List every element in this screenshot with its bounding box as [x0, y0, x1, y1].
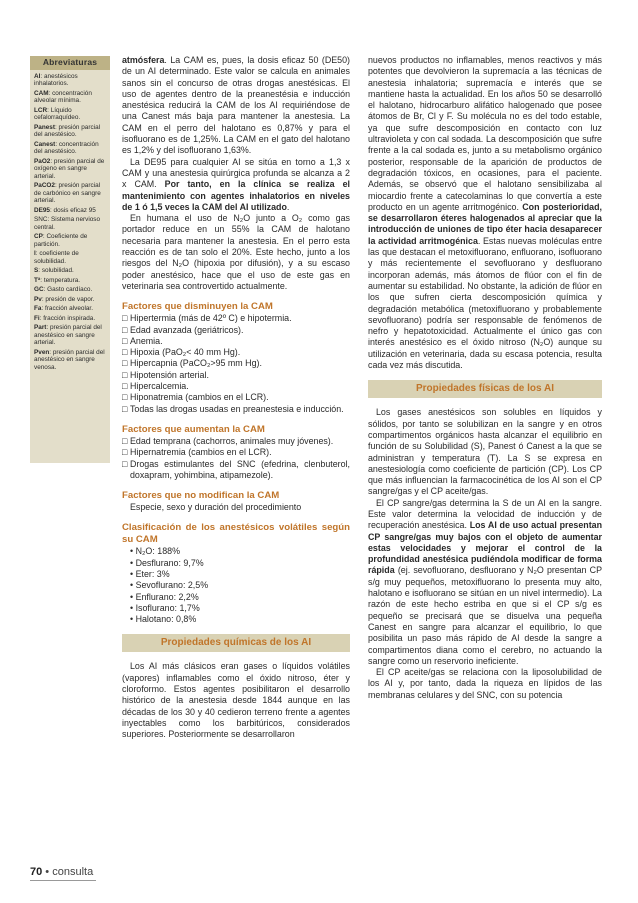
text: . La CAM es, pues, la dosis eficaz 50 (DE50) de un AI determinado. Este valor se calcula en animales sanos sin el concurso de otras drogas anestésicas. El uso de agentes dentro de la preanestésia e inducción anestésica reducirá la CAM de los AI requiriéndose de una Canest más baja para mantener la anestesia. La CAM en el perro del halotano es 0,87% y para el isofluorano es de 1,25%. La CAM en el gato del halotano es 1,2% y del isofluorano 1,63%. — [122, 55, 350, 156]
list-item-text: Hipernatremia (cambios en el LCR). — [130, 447, 272, 458]
page-footer — [30, 866, 93, 878]
list-item — [122, 459, 350, 482]
list-item — [122, 325, 350, 336]
abbreviation-term: Panest — [34, 123, 55, 131]
list-item — [122, 447, 350, 458]
abbreviation-term: PaO2 — [34, 157, 51, 165]
magazine-name: consulta — [52, 866, 94, 878]
page-number: 70 — [30, 866, 43, 878]
checkbox-bullet-icon: □ — [122, 435, 128, 446]
bold-text: Por tanto, en la clínica se realiza el mantenimiento con agentes inhalatorios en niveles de 1 ó 1,5 veces la CAM del AI utilizado — [122, 179, 350, 212]
abbreviation-term: GC — [34, 286, 44, 293]
abbreviation-desc: : temperatura. — [40, 276, 81, 284]
separator: • — [42, 866, 53, 878]
abbreviation-term: Part — [34, 324, 47, 331]
abbreviation-desc: : presión de vapor. — [41, 295, 95, 303]
abbreviation-item — [34, 207, 107, 215]
heading-no-modify-cam: Factores que no modifican la CAM — [122, 490, 280, 502]
abbreviation-desc: : presión parcial del anestésico en sangre venosa. — [34, 348, 105, 371]
abbreviation-desc: : presión parcial del anestésico en sangre arterial. — [34, 324, 102, 346]
abbreviation-item — [34, 267, 107, 275]
abbreviation-term: Tª — [34, 276, 41, 284]
text: (ej. sevofluorano, desfluorano y N₂O presentan CP s/g muy pequeños, metoxifluorano lo presenta muy alto, halotano e isofluorano se sitúan en un nivel intermedio). La razón de este hecho estriba en que si el CP s/g es pequeño se precisará que se disuelva una pequeña Canest en sangre para alcanzar el equilibrio, lo que posibilita un paso más rápido de AI desde la sangre a compartimentos diana como el cerebro, no actuando la sangre como un reservorio ineficiente. — [368, 565, 602, 666]
list-item-text: Hipercapnia (PaCO₂>95 mm Hg). — [130, 358, 262, 369]
list-item-text: Drogas estimulantes del SNC (efedrina, clenbuterol, doxapram, yohimbina, atipamezole). — [130, 458, 350, 480]
list-item: • Desflurano: 9,7% — [130, 557, 204, 568]
checkbox-bullet-icon: □ — [122, 392, 128, 403]
abbreviation-desc: : presión parcial del anestésico. — [34, 123, 101, 138]
abbreviation-term: AI — [34, 72, 41, 80]
list-item: • Halotano: 0,8% — [130, 614, 197, 625]
list-item: • Enflurano: 2,2% — [130, 591, 199, 602]
increase-factors-list — [122, 436, 350, 481]
text: La DE95 para cualquier AI se sitúa en torno a 1,3 x CAM y una anestesia quirúrgica profunda se alcanza a 2 x CAM. — [122, 156, 350, 190]
bold-text: Con posterioridad, se desarrollaron éteres halogenados al apreciar que la introducción de uniones de tipo éter hacia desaparecer la actividad arritmogénica — [368, 201, 602, 246]
abbreviation-term: Fi — [34, 314, 40, 322]
list-item-text: Edad avanzada (geriátricos). — [130, 324, 244, 335]
checkbox-bullet-icon: □ — [122, 335, 128, 346]
list-item-text: Todas las drogas usadas en preanestesia e inducción. — [130, 403, 344, 414]
abbreviation-desc: : coeficiente de solubilidad. — [34, 250, 79, 265]
list-item: • Isoflurano: 1,7% — [130, 602, 200, 613]
abbreviation-desc: : fracción alveolar. — [41, 305, 93, 312]
list-item: • Sevoflurano: 2,5% — [130, 580, 209, 591]
list-item-text: Edad temprana (cachorros, animales muy jóvenes). — [130, 435, 334, 446]
paragraph: Los AI más clásicos eran gases o líquidos volátiles (vapores) inflamables como el óxido nitroso, éter y cloroformo. Estos agentes posibilitaron el desarrollo histórico de la anestesia desde 1844 aunque en las décadas de los 30 y 40 cedieron terreno frente a agentes inyectables como los barbitúricos, considerados superiores. Posteriormente se desarrollaron — [122, 661, 350, 740]
abbreviation-term: Pv — [34, 295, 42, 303]
abbreviation-term: PaCO2 — [34, 182, 55, 189]
abbreviation-desc: : dosis eficaz 95 — [50, 206, 96, 214]
section-banner-chemical: Propiedades químicas de los AI — [122, 634, 350, 652]
list-item: • N₂O: 188% — [130, 546, 180, 557]
column-left — [122, 55, 350, 741]
checkbox-bullet-icon: □ — [122, 313, 128, 324]
bold-text: atmósfera — [122, 55, 165, 65]
paragraph: El CP aceite/gas se relaciona con la liposolubilidad de los AI y, por tanto, dada la riqueza en lípidos de las membranas celulares y del SNC, con su potencia — [368, 667, 602, 700]
abbreviation-desc: : presión parcial de oxígeno en sangre arterial. — [34, 157, 105, 180]
text: El CP sangre/gas determina la S de un AI en la sangre. Este valor determina la velocidad de inducción y de recuperación anestésica. — [368, 497, 602, 531]
paragraph — [368, 55, 602, 371]
list-item — [122, 313, 350, 324]
paragraph — [368, 498, 602, 667]
list-item — [122, 436, 350, 447]
classification-list — [122, 546, 350, 625]
list-item — [122, 336, 350, 347]
paragraph: En humana el uso de N₂O junto a O₂ como gas portador reduce en un 55% la CAM de halotano necesaria para mantener la anestesia. En el perro esta reacción es de tan solo el 20%. Este hecho, junto a los riesgos del N₂O (hipoxia por difusión), y a su escaso poder anestésico, hace que el uso de este gas en veterinaria sea controvertido actualmente. — [122, 213, 350, 291]
heading-increase-cam: Factores que aumentan la CAM — [122, 423, 265, 435]
abbreviation-term: Canest — [34, 140, 56, 148]
abbreviation-desc: : Coeficiente de partición. — [34, 233, 88, 248]
section-banner-physical: Propiedades físicas de los AI — [368, 380, 602, 398]
list-item-text: Anemia. — [130, 335, 163, 346]
abbreviation-item — [34, 296, 107, 304]
abbreviations-list — [30, 70, 110, 372]
list-item-text: Hipotensión arterial. — [130, 369, 209, 380]
abbreviation-term: Fa — [34, 305, 42, 312]
abbreviation-desc: : anestésicos inhalatorios. — [34, 72, 78, 87]
paragraph — [122, 55, 350, 157]
list-item — [122, 358, 350, 369]
list-item-text: Hiponatremia (cambios en el LCR). — [130, 392, 269, 403]
abbreviation-term: DE95 — [34, 206, 50, 214]
heading-decrease-cam: Factores que disminuyen la CAM — [122, 301, 273, 313]
abbreviation-desc: : solubilidad. — [38, 267, 74, 274]
checkbox-bullet-icon: □ — [122, 381, 128, 392]
sidebar-title: Abreviaturas — [30, 56, 110, 70]
abbreviation-item — [34, 286, 107, 294]
abbreviation-desc: SNC: Sistema nervioso central. — [34, 216, 101, 231]
abbreviation-desc: : presión parcial de carbónico en sangre arterial. — [34, 182, 101, 204]
checkbox-bullet-icon: □ — [122, 358, 128, 369]
abbreviation-item — [34, 315, 107, 323]
abbreviation-item — [34, 73, 107, 88]
abbreviation-desc: : concentración alveolar mínima. — [34, 89, 92, 104]
abbreviations-sidebar — [30, 56, 110, 463]
abbreviation-desc: : concentración del anestésico. — [34, 140, 99, 155]
list-item-text: Hipercalcemia. — [130, 381, 189, 392]
paragraph: Especie, sexo y duración del procedimiento — [130, 502, 302, 513]
footer-rule — [30, 880, 96, 881]
abbreviation-desc: : Gasto cardíaco. — [43, 286, 93, 293]
checkbox-bullet-icon: □ — [122, 403, 128, 414]
text: . Estas nuevas moléculas entre las que destacan el metoxifluorano, enfluorano, isofluorano y más recientemente el sevofluorano y desfluorano incorporan además, más átomos de flúor con el fin de aumentar su estabilidad. No obstante, la adición de flúor en los que sufren cierta descomposición química y degradación metabólica (metoxifluorano y probablemente sevofluorano) podría ser responsable de fenómenos de nefro y hepatotoxicidad. Actualmente el único gas con interés anestésico es el óxido nitroso (N₂O) aunque su utilización en veterinaria, dada su escasa potencia, resulta cada vez más discutida. — [368, 235, 602, 371]
heading-classification: Clasificación de los anestésicos volátiles según su CAM — [122, 522, 350, 546]
abbreviation-term: l — [34, 250, 36, 257]
checkbox-bullet-icon: □ — [122, 347, 128, 358]
abbreviation-item — [34, 324, 107, 347]
abbreviation-item — [34, 216, 107, 231]
list-item-text: Hipoxia (PaO₂< 40 mm Hg). — [130, 347, 241, 358]
abbreviation-term: CAM — [34, 89, 49, 97]
list-item: • Eter: 3% — [130, 568, 170, 579]
abbreviation-item — [34, 250, 107, 265]
abbreviation-term: S — [34, 267, 39, 274]
list-item — [122, 370, 350, 381]
abbreviation-item — [34, 182, 107, 205]
checkbox-bullet-icon: □ — [122, 324, 128, 335]
abbreviation-term: Pven — [34, 348, 50, 356]
paragraph — [122, 157, 350, 213]
text: nuevos productos no inflamables, menos reactivos y más potentes que devolvieron la supremacía a las técnicas de anestesia inhalatoria; supremacía e interés que se mantiene hasta la actualidad. En los años 50 se desarrolló el halotano, hidrocarburo alifático halogenado que posee átomos de Br, Cl y F. Su molécula no es del todo estable, ya que sufre descomposición en contacto con luz ultravioleta y con cal sodada. La descomposición que sufre frente a la cal sodada es, junto a su metabolismo orgánico posterior, responsable de la aparición de productos de degradación tóxicos, en ocasiones, para el paciente. Además, se observó que el halotano sensibilizaba al miocardio frente a catecolaminas lo que convertía a este producto en un agente arritmogénico. — [368, 55, 602, 212]
abbreviation-term: CP — [34, 233, 43, 240]
column-right — [368, 55, 602, 701]
abbreviation-item — [34, 141, 107, 156]
list-item — [122, 392, 350, 403]
list-item — [122, 381, 350, 392]
text: . — [286, 201, 290, 212]
paragraph: Los gases anestésicos son solubles en líquidos y sólidos, por tanto se solubilizan en la sangre y en otros compartimentos orgánicos hasta alcanzar el equilibrio en función de su Solubilidad (S), Panest ó Canest a la que se administran y temperatura (T). La S se expresa en anestesiología como coeficiente de partición (CP). Los CP que más influencian la farmacocinética de los AI son el CP sangre/gas y el CP aceite/gas. — [368, 407, 602, 497]
list-item — [122, 404, 350, 415]
checkbox-bullet-icon: □ — [122, 447, 128, 458]
abbreviation-item — [34, 107, 107, 122]
abbreviation-item — [34, 233, 107, 248]
abbreviation-item — [34, 349, 107, 372]
bold-text: Los AI de uso actual presentan CP sangre/gas muy bajos con el objeto de aumentar estas velocidades y mejorar el control de la profundidad anestésica pudiéndola modificar de forma rápida — [368, 520, 603, 576]
abbreviation-item — [34, 124, 107, 139]
abbreviation-term: LCR — [34, 106, 48, 114]
abbreviation-item — [34, 277, 107, 285]
abbreviation-item — [34, 158, 107, 181]
abbreviation-desc: : Líquido cefalorraquídeo. — [34, 106, 81, 121]
list-item-text: Hipertermia (más de 42º C) e hipotermia. — [130, 313, 292, 324]
checkbox-bullet-icon: □ — [122, 369, 128, 380]
abbreviation-desc: : fracción inspirada. — [39, 314, 96, 322]
list-item — [122, 347, 350, 358]
abbreviation-item — [34, 305, 107, 313]
decrease-factors-list — [122, 313, 350, 415]
checkbox-bullet-icon: □ — [122, 458, 128, 469]
abbreviation-item — [34, 90, 107, 105]
